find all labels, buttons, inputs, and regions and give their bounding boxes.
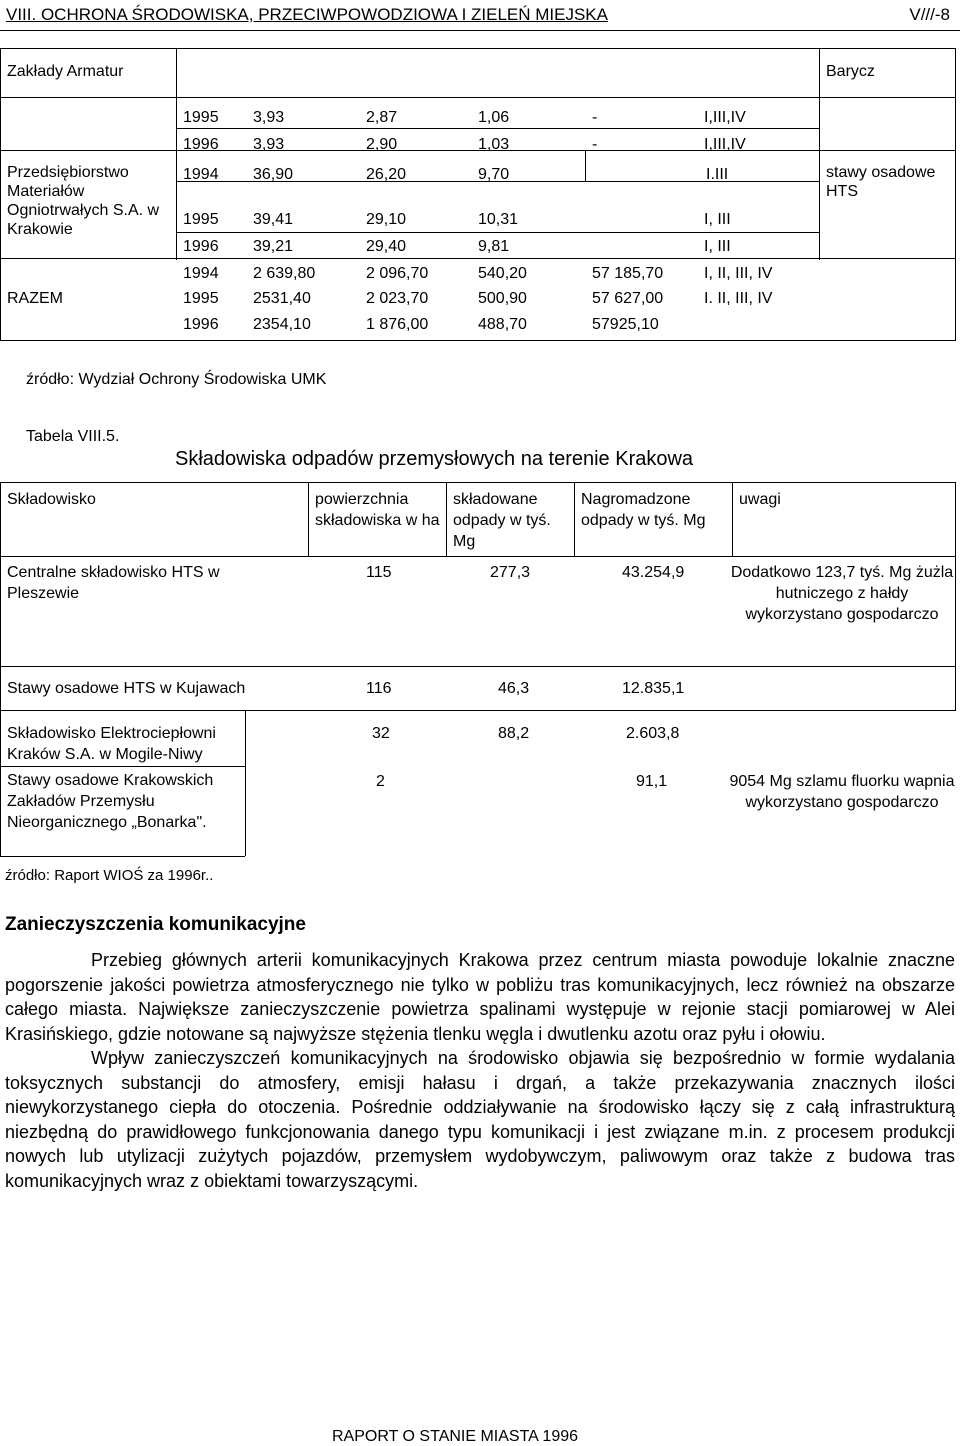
table1-top-right: Barycz <box>826 63 875 80</box>
source-note-2: źródło: Raport WIOŚ za 1996r.. <box>5 867 214 884</box>
section-heading: Zanieczyszczenia komunikacyjne <box>5 914 306 935</box>
paragraph-1: Przebieg głównych arterii komunikacyjnych Krakowa przez centrum miasta powoduje lokalnie znaczne pogorszenie jakości powietrza atmosferycznego nie tylko w pobliżu tras komunikacyjnych, lecz również na obszarze całego miasta. Największe zanieczyszczenie powietrza spalinami występuje w rejonie stacji pomiarowej w Alei Krasińskiego, gdzie notowane są najwyższe stężenia tlenku węgla i dwutlenku azotu oraz pyłu i ołowiu. <box>5 950 955 1044</box>
page-number: V///-8 <box>909 5 950 24</box>
total-label: RAZEM <box>7 290 63 307</box>
col-header-accumulated: Nagromadzone odpady w tyś. Mg <box>581 491 706 529</box>
col-header-area: powierzchnia składowiska w ha <box>315 491 440 529</box>
header-divider <box>0 30 960 31</box>
col-header-site: Składowisko <box>7 491 96 508</box>
page-footer: RAPORT O STANIE MIASTA 1996 <box>332 1428 579 1445</box>
company-note: stawy osadowe HTS <box>826 164 936 200</box>
section-title: VIII. OCHRONA ŚRODOWISKA, PRZECIWPOWODZIOWA I ZIELEŃ MIEJSKA <box>6 5 608 24</box>
table-title: Składowiska odpadów przemysłowych na terenie Krakowa <box>175 448 694 470</box>
col-header-stored: składowane odpady w tyś. Mg <box>453 491 551 550</box>
table1-top-left: Zakłady Armatur <box>7 63 124 80</box>
source-note-1: źródło: Wydział Ochrony Środowiska UMK <box>26 371 327 388</box>
table-label: Tabela VIII.5. <box>26 428 120 445</box>
paragraph-2: Wpływ zanieczyszczeń komunikacyjnych na środowisko objawia się bezpośrednio w formie wydalania toksycznych substancji do atmosfery, emisji hałasu i drgań, a także przekazywania znacznych ilości niewykorzystanego ciepła do otoczenia. Pośrednie oddziaływanie na środowisko łączy się z całą infrastrukturą niezbędną do prawidłowego funkcjonowania danego typu komunikacji i jest związane m.in. z procesem produkcji nowych lub utylizacji zużytych pojazdów, przemysłem wydobywczym, paliwowym oraz także z budowa tras komunikacyjnych wraz z obiektami towarzyszącymi. <box>5 1048 955 1191</box>
col-header-notes: uwagi <box>739 491 781 508</box>
company-name: Przedsiębiorstwo Materiałów Ogniotrwałych S.A. w Krakowie <box>7 164 160 238</box>
body-text <box>5 948 955 1193</box>
